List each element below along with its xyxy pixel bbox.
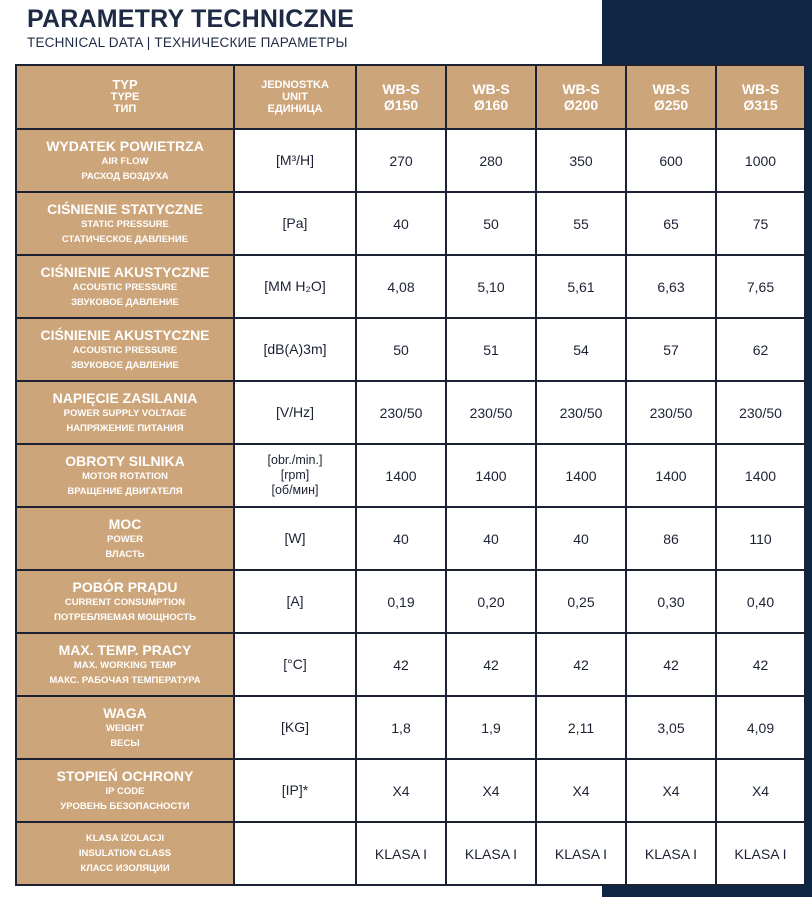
value-cell: 40	[356, 192, 446, 255]
parameter-name-en: CURRENT CONSUMPTION	[64, 596, 186, 608]
header-model-cell	[716, 65, 805, 129]
header-unit-en: UNIT	[282, 91, 308, 103]
parameter-name-ru: УРОВЕНЬ БЕЗОПАСНОСТИ	[60, 800, 190, 812]
value-cell: 75	[716, 192, 805, 255]
unit-cell	[234, 570, 356, 633]
page-subtitle: TECHNICAL DATA | ТЕХНИЧЕСКИЕ ПАРАМЕТРЫ	[27, 35, 348, 50]
table-row	[16, 759, 805, 822]
model-diameter: Ø315	[743, 97, 778, 113]
value-cell: 51	[446, 318, 536, 381]
page-header	[27, 4, 354, 52]
value-cell: X4	[446, 759, 536, 822]
unit-cell	[234, 192, 356, 255]
value-cell: 0,19	[356, 570, 446, 633]
value-cell: 42	[356, 633, 446, 696]
value-cell: 55	[536, 192, 626, 255]
unit-cell	[234, 759, 356, 822]
parameter-name-ru: ЗВУКОВОЕ ДАВЛЕНИЕ	[71, 296, 179, 308]
parameter-name-pl: POBÓR PRĄDU	[72, 578, 178, 595]
value-cell: 0,20	[446, 570, 536, 633]
unit-text: [rpm]	[280, 468, 310, 482]
unit-cell	[234, 444, 356, 507]
parameter-name-ru: СТАТИЧЕСКОЕ ДАВЛЕНИЕ	[61, 233, 189, 245]
value-cell: 54	[536, 318, 626, 381]
parameter-name-ru: ВРАЩЕНИЕ ДВИГАТЕЛЯ	[67, 485, 183, 497]
value-cell: 1000	[716, 129, 805, 192]
value-cell: 1400	[626, 444, 716, 507]
table-row	[16, 318, 805, 381]
unit-text: [°C]	[283, 655, 307, 672]
unit-text: [W]	[284, 529, 306, 546]
unit-text: [KG]	[280, 718, 309, 735]
header-unit-pl: JEDNOSTKA	[261, 79, 329, 91]
parameter-name-pl: STOPIEŃ OCHRONY	[56, 767, 194, 784]
value-cell: 50	[356, 318, 446, 381]
model-name: WB-S	[562, 81, 600, 97]
value-cell: 270	[356, 129, 446, 192]
value-cell: 40	[446, 507, 536, 570]
parameter-label-cell	[16, 633, 234, 696]
value-cell: KLASA I	[446, 822, 536, 885]
table-row	[16, 633, 805, 696]
model-name: WB-S	[741, 81, 780, 97]
value-cell: 4,09	[716, 696, 805, 759]
value-cell: 1400	[356, 444, 446, 507]
unit-text: [M³/H]	[275, 151, 315, 168]
value-cell: 7,65	[716, 255, 805, 318]
header-type-pl: TYP	[112, 77, 138, 92]
value-cell: KLASA I	[716, 822, 805, 885]
table-row	[16, 444, 805, 507]
parameter-label-cell	[16, 255, 234, 318]
header-model-cell	[446, 65, 536, 129]
value-cell: 42	[626, 633, 716, 696]
model-name: WB-S	[652, 81, 690, 97]
unit-cell	[234, 381, 356, 444]
table-row	[16, 822, 805, 885]
value-cell: 6,63	[626, 255, 716, 318]
parameter-name-en: MAX. WORKING TEMP	[73, 659, 177, 671]
model-name: WB-S	[472, 81, 510, 97]
parameter-name-pl: CIŚNIENIE AKUSTYCZNE	[40, 326, 210, 343]
header-type-ru: ТИП	[113, 103, 137, 115]
parameter-label-cell	[16, 507, 234, 570]
value-cell: 50	[446, 192, 536, 255]
value-cell: 42	[536, 633, 626, 696]
parameter-name-pl: KLASA IZOLACJI	[85, 833, 165, 844]
value-cell: 42	[446, 633, 536, 696]
value-cell: KLASA I	[536, 822, 626, 885]
table-body	[16, 65, 805, 885]
value-cell: 1,9	[446, 696, 536, 759]
header-model-cell	[536, 65, 626, 129]
value-cell: 0,30	[626, 570, 716, 633]
value-cell: 1,8	[356, 696, 446, 759]
parameter-name-pl: OBROTY SILNIKA	[65, 452, 185, 469]
value-cell: 230/50	[356, 381, 446, 444]
header-unit-cell	[234, 65, 356, 129]
unit-cell	[234, 255, 356, 318]
value-cell: KLASA I	[356, 822, 446, 885]
value-cell: 5,10	[446, 255, 536, 318]
parameter-name-pl: MOC	[108, 515, 142, 532]
value-cell: X4	[356, 759, 446, 822]
header-model-cell	[626, 65, 716, 129]
header-unit-ru: ЕДИНИЦА	[267, 103, 323, 115]
parameter-label-cell	[16, 696, 234, 759]
unit-text: [IP]*	[281, 781, 309, 798]
value-cell: 350	[536, 129, 626, 192]
parameter-label-cell	[16, 192, 234, 255]
value-cell: 230/50	[626, 381, 716, 444]
value-cell: X4	[536, 759, 626, 822]
parameter-name-pl: WYDATEK POWIETRZA	[46, 137, 204, 154]
parameter-label-cell	[16, 759, 234, 822]
value-cell: 3,05	[626, 696, 716, 759]
header-model-cell	[356, 65, 446, 129]
parameter-name-pl: MAX. TEMP. PRACY	[58, 641, 192, 658]
table-row	[16, 570, 805, 633]
value-cell: 1400	[716, 444, 805, 507]
value-cell: 5,61	[536, 255, 626, 318]
unit-cell	[234, 633, 356, 696]
value-cell: 110	[716, 507, 805, 570]
unit-text: [Pa]	[282, 214, 308, 231]
value-cell: 62	[716, 318, 805, 381]
table-row	[16, 129, 805, 192]
value-cell: 2,11	[536, 696, 626, 759]
parameter-label-cell	[16, 822, 234, 885]
unit-text: [obr./min.]	[267, 453, 323, 467]
value-cell: 0,25	[536, 570, 626, 633]
parameter-name-ru: НАПРЯЖЕНИЕ ПИТАНИЯ	[66, 422, 184, 434]
value-cell: 230/50	[536, 381, 626, 444]
value-cell: 40	[356, 507, 446, 570]
parameter-name-ru: ЗВУКОВОЕ ДАВЛЕНИЕ	[71, 359, 179, 371]
parameter-name-en: POWER SUPPLY VOLTAGE	[63, 407, 187, 419]
parameter-name-en: POWER	[107, 533, 143, 545]
value-cell: 86	[626, 507, 716, 570]
parameter-name-ru: ПОТРЕБЛЯЕМАЯ МОЩНОСТЬ	[54, 611, 196, 623]
value-cell: 57	[626, 318, 716, 381]
parameter-label-cell	[16, 129, 234, 192]
value-cell: X4	[626, 759, 716, 822]
parameter-label-cell	[16, 381, 234, 444]
value-cell: 230/50	[716, 381, 805, 444]
parameter-name-pl: CIŚNIENIE STATYCZNE	[47, 200, 203, 217]
value-cell: 42	[716, 633, 805, 696]
model-diameter: Ø250	[653, 97, 689, 113]
parameter-name-en: WEIGHT	[106, 722, 144, 734]
parameter-name-en: INSULATION CLASS	[78, 848, 172, 859]
model-name: WB-S	[382, 81, 420, 97]
model-diameter: Ø160	[473, 97, 509, 113]
value-cell: 600	[626, 129, 716, 192]
value-cell: 280	[446, 129, 536, 192]
value-cell: X4	[716, 759, 805, 822]
unit-text: [MM H₂O]	[264, 277, 326, 294]
parameter-name-en: IP CODE	[105, 785, 145, 797]
header-type-en: TYPE	[110, 91, 140, 103]
parameter-name-ru: МАКС. РАБОЧАЯ ТЕМПЕРАТУРА	[49, 674, 201, 686]
table-row	[16, 255, 805, 318]
table-row	[16, 696, 805, 759]
parameter-name-ru: ВЕСЫ	[110, 737, 140, 749]
parameter-name-en: STATIC PRESSURE	[81, 218, 169, 230]
parameter-label-cell	[16, 318, 234, 381]
value-cell: 65	[626, 192, 716, 255]
value-cell: 1400	[536, 444, 626, 507]
model-diameter: Ø200	[563, 97, 599, 113]
header-type-cell	[16, 65, 234, 129]
unit-cell	[234, 507, 356, 570]
unit-text: [A]	[286, 592, 304, 609]
model-diameter: Ø150	[383, 97, 419, 113]
value-cell: KLASA I	[626, 822, 716, 885]
value-cell: 1400	[446, 444, 536, 507]
value-cell: 230/50	[446, 381, 536, 444]
unit-text: [dB(A)3m]	[263, 340, 327, 357]
unit-cell	[234, 129, 356, 192]
parameter-name-en: MOTOR ROTATION	[81, 470, 169, 482]
table-row	[16, 507, 805, 570]
parameter-name-pl: CIŚNIENIE AKUSTYCZNE	[40, 263, 210, 280]
unit-cell	[234, 822, 356, 885]
table-header-row	[16, 65, 805, 129]
table-row	[16, 192, 805, 255]
parameter-label-cell	[16, 444, 234, 507]
parameter-name-pl: NAPIĘCIE ZASILANIA	[52, 389, 198, 406]
unit-text: [об/мин]	[271, 483, 319, 497]
technical-data-table	[15, 64, 806, 886]
page-title: PARAMETRY TECHNICZNE	[27, 5, 355, 33]
parameter-name-ru: РАСХОД ВОЗДУХА	[81, 170, 169, 182]
table-row	[16, 381, 805, 444]
parameter-name-ru: КЛАСС ИЗОЛЯЦИИ	[80, 863, 170, 874]
parameter-name-ru: ВЛАСТЬ	[105, 548, 145, 560]
value-cell: 0,40	[716, 570, 805, 633]
unit-cell	[234, 696, 356, 759]
parameter-name-en: ACOUSTIC PRESSURE	[72, 281, 178, 293]
unit-text: [V/Hz]	[275, 403, 315, 420]
unit-cell	[234, 318, 356, 381]
parameter-name-pl: WAGA	[103, 704, 147, 721]
parameter-name-en: AIR FLOW	[101, 155, 149, 167]
value-cell: 40	[536, 507, 626, 570]
parameter-name-en: ACOUSTIC PRESSURE	[72, 344, 178, 356]
value-cell: 4,08	[356, 255, 446, 318]
parameter-label-cell	[16, 570, 234, 633]
